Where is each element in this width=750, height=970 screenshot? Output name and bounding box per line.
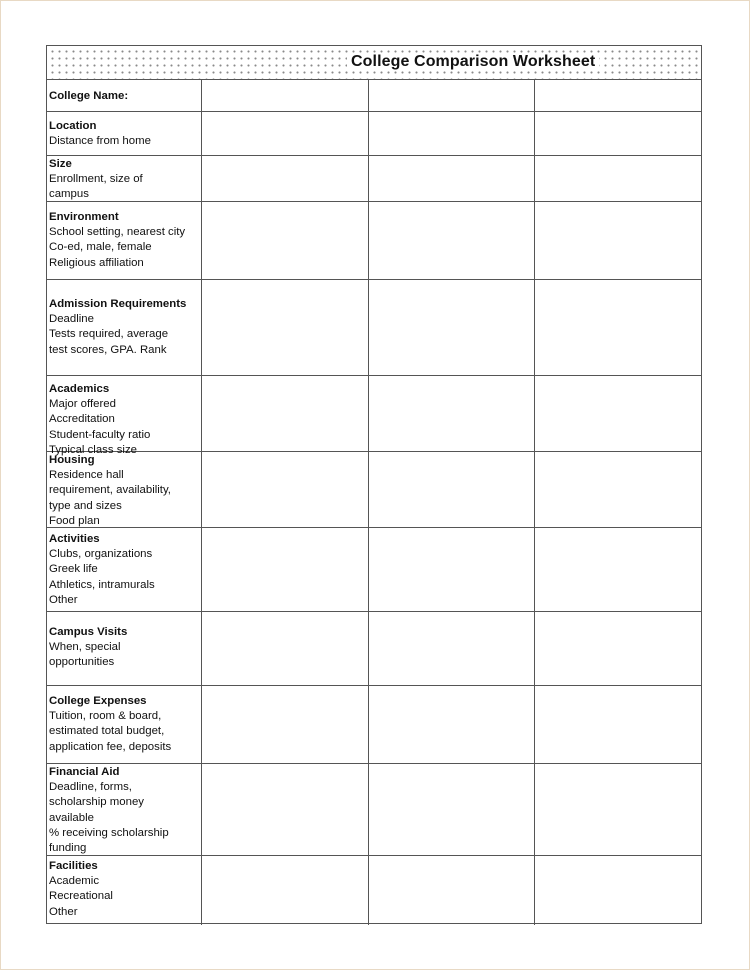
row-heading: College Name: bbox=[49, 90, 129, 102]
row-detail: Enrollment, size of bbox=[49, 173, 143, 186]
row-detail: Major offered bbox=[49, 398, 116, 411]
table-row-housing bbox=[47, 452, 701, 528]
college-1-cell[interactable] bbox=[202, 202, 369, 279]
college-1-cell[interactable] bbox=[202, 856, 369, 925]
table-row-academics bbox=[47, 376, 701, 456]
college-3-cell[interactable] bbox=[535, 202, 701, 279]
table-row-campus-visits bbox=[47, 612, 701, 686]
row-label bbox=[47, 376, 202, 456]
row-detail: funding bbox=[49, 842, 87, 855]
row-label bbox=[47, 80, 202, 111]
college-3-cell[interactable] bbox=[535, 112, 701, 155]
row-heading: Facilities bbox=[49, 860, 98, 872]
table-row-environment bbox=[47, 202, 701, 280]
college-2-cell[interactable] bbox=[369, 156, 535, 201]
row-heading: Campus Visits bbox=[49, 626, 128, 638]
row-detail: Tuition, room & board, bbox=[49, 710, 162, 723]
college-3-cell[interactable] bbox=[535, 764, 701, 855]
college-2-cell[interactable] bbox=[369, 280, 535, 375]
table-row-size bbox=[47, 156, 701, 202]
table-row-facilities bbox=[47, 856, 701, 925]
row-detail: Other bbox=[49, 905, 78, 918]
college-1-cell[interactable] bbox=[202, 452, 369, 527]
row-label bbox=[47, 452, 202, 527]
table-row-location bbox=[47, 112, 701, 156]
row-detail: Tests required, average bbox=[49, 328, 169, 341]
college-1-cell[interactable] bbox=[202, 80, 369, 111]
college-2-cell[interactable] bbox=[369, 80, 535, 111]
college-1-cell[interactable] bbox=[202, 612, 369, 685]
row-detail: Other bbox=[49, 593, 78, 606]
college-2-cell[interactable] bbox=[369, 376, 535, 451]
row-label bbox=[47, 280, 202, 375]
college-3-cell[interactable] bbox=[535, 376, 701, 451]
row-heading: Academics bbox=[49, 383, 110, 395]
row-detail: application fee, deposits bbox=[49, 740, 172, 753]
table-row-college-name bbox=[47, 80, 701, 112]
college-1-cell[interactable] bbox=[202, 686, 369, 763]
college-2-cell[interactable] bbox=[369, 764, 535, 855]
row-detail: Typical class size bbox=[49, 443, 137, 456]
row-heading: Size bbox=[49, 158, 72, 170]
row-detail: % receiving scholarship bbox=[49, 826, 169, 839]
row-label bbox=[47, 856, 202, 925]
worksheet-title: College Comparison Worksheet bbox=[347, 53, 599, 71]
row-detail: Clubs, organizations bbox=[49, 548, 153, 561]
college-1-cell[interactable] bbox=[202, 280, 369, 375]
table-row-college-expenses bbox=[47, 686, 701, 764]
row-detail: Deadline bbox=[49, 313, 94, 326]
row-detail: Student-faculty ratio bbox=[49, 428, 151, 441]
row-detail: Athletics, intramurals bbox=[49, 578, 155, 591]
row-detail: opportunities bbox=[49, 656, 115, 669]
row-detail: requirement, availability, bbox=[49, 484, 171, 497]
college-1-cell[interactable] bbox=[202, 156, 369, 201]
row-detail: type and sizes bbox=[49, 499, 122, 512]
college-1-cell[interactable] bbox=[202, 376, 369, 451]
row-detail: Religious affiliation bbox=[49, 256, 144, 269]
row-detail: When, special bbox=[49, 641, 121, 654]
college-1-cell[interactable] bbox=[202, 112, 369, 155]
college-2-cell[interactable] bbox=[369, 112, 535, 155]
table-row-activities bbox=[47, 528, 701, 612]
row-label bbox=[47, 686, 202, 763]
college-3-cell[interactable] bbox=[535, 612, 701, 685]
college-1-cell[interactable] bbox=[202, 764, 369, 855]
row-heading: Location bbox=[49, 120, 97, 132]
row-heading: Environment bbox=[49, 211, 119, 223]
row-label bbox=[47, 112, 202, 155]
table-row-financial-aid bbox=[47, 764, 701, 856]
college-2-cell[interactable] bbox=[369, 856, 535, 925]
college-3-cell[interactable] bbox=[535, 856, 701, 925]
row-label bbox=[47, 612, 202, 685]
college-3-cell[interactable] bbox=[535, 156, 701, 201]
title-bar bbox=[47, 46, 701, 80]
college-2-cell[interactable] bbox=[369, 202, 535, 279]
row-heading: Housing bbox=[49, 454, 95, 466]
college-1-cell[interactable] bbox=[202, 528, 369, 611]
table-row-admission-requirements bbox=[47, 280, 701, 376]
row-detail: Academic bbox=[49, 875, 100, 888]
row-heading: Admission Requirements bbox=[49, 298, 187, 310]
college-3-cell[interactable] bbox=[535, 452, 701, 527]
row-detail: Distance from home bbox=[49, 135, 151, 148]
college-2-cell[interactable] bbox=[369, 686, 535, 763]
row-detail: estimated total budget, bbox=[49, 725, 165, 738]
college-3-cell[interactable] bbox=[535, 80, 701, 111]
row-detail: Deadline, forms, bbox=[49, 781, 132, 794]
row-heading: Financial Aid bbox=[49, 766, 120, 778]
row-detail: Residence hall bbox=[49, 469, 124, 482]
row-detail: School setting, nearest city bbox=[49, 226, 186, 239]
row-detail: campus bbox=[49, 188, 89, 201]
row-detail: Recreational bbox=[49, 890, 113, 903]
row-detail: scholarship money bbox=[49, 796, 144, 809]
college-2-cell[interactable] bbox=[369, 528, 535, 611]
college-3-cell[interactable] bbox=[535, 280, 701, 375]
college-2-cell[interactable] bbox=[369, 612, 535, 685]
row-label bbox=[47, 156, 202, 201]
row-detail: Co-ed, male, female bbox=[49, 241, 152, 254]
row-detail: Accreditation bbox=[49, 413, 115, 426]
college-3-cell[interactable] bbox=[535, 528, 701, 611]
row-detail: test scores, GPA. Rank bbox=[49, 343, 167, 356]
college-2-cell[interactable] bbox=[369, 452, 535, 527]
row-label bbox=[47, 202, 202, 279]
row-label bbox=[47, 764, 202, 855]
worksheet bbox=[46, 45, 702, 924]
row-detail: Food plan bbox=[49, 514, 100, 527]
row-heading: Activities bbox=[49, 533, 100, 545]
college-3-cell[interactable] bbox=[535, 686, 701, 763]
row-detail: Greek life bbox=[49, 563, 98, 576]
row-heading: College Expenses bbox=[49, 695, 147, 707]
row-detail: available bbox=[49, 811, 94, 824]
row-label bbox=[47, 528, 202, 611]
